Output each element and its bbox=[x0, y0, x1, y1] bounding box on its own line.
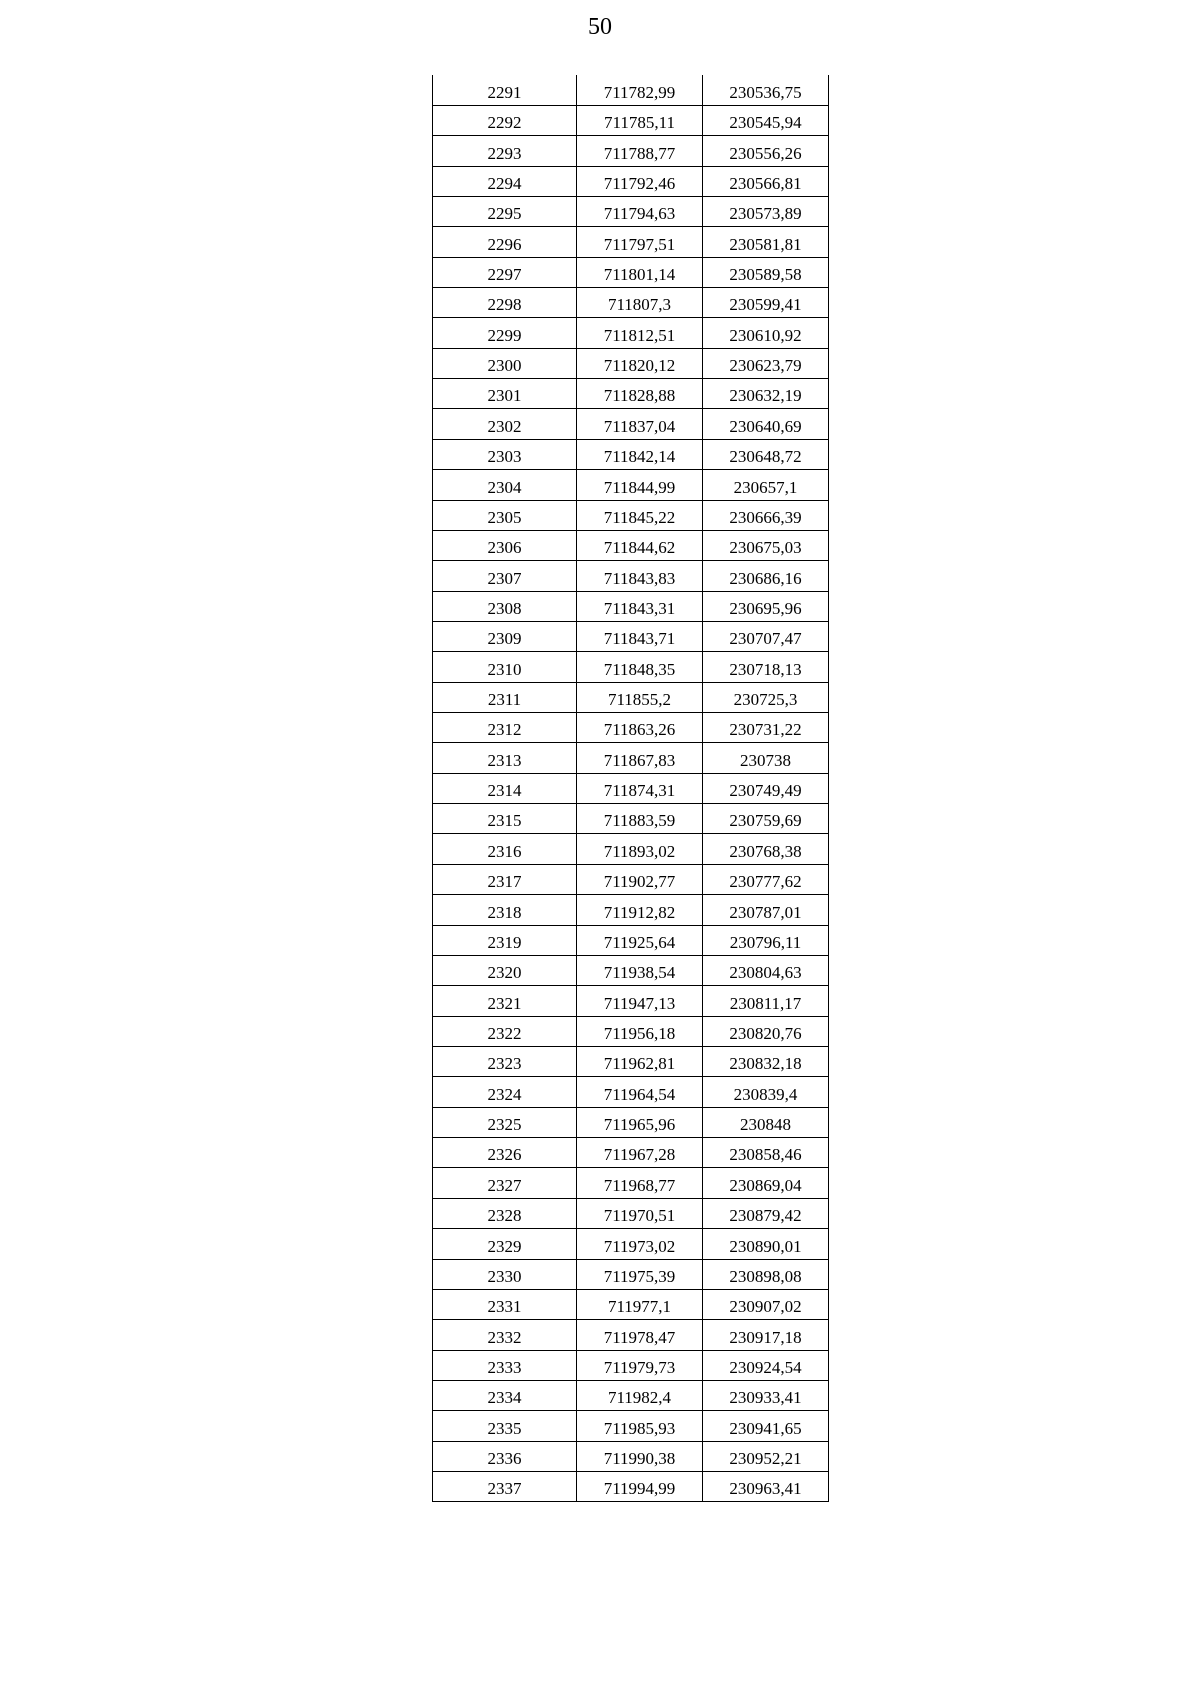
point-number-cell: 2303 bbox=[433, 439, 577, 469]
table-row bbox=[433, 166, 829, 196]
table-row bbox=[433, 439, 829, 469]
table-row bbox=[433, 1320, 829, 1350]
y-coordinate-cell: 230879,42 bbox=[703, 1198, 829, 1228]
table-row bbox=[433, 925, 829, 955]
y-coordinate-cell: 230610,92 bbox=[703, 318, 829, 348]
y-coordinate-cell: 230963,41 bbox=[703, 1472, 829, 1502]
y-coordinate-cell: 230686,16 bbox=[703, 561, 829, 591]
x-coordinate-cell: 711994,99 bbox=[577, 1472, 703, 1502]
table-row bbox=[433, 1380, 829, 1410]
x-coordinate-cell: 711968,77 bbox=[577, 1168, 703, 1198]
table-row bbox=[433, 136, 829, 166]
y-coordinate-cell: 230820,76 bbox=[703, 1016, 829, 1046]
table-body bbox=[433, 75, 829, 1502]
y-coordinate-cell: 230581,81 bbox=[703, 227, 829, 257]
point-number-cell: 2329 bbox=[433, 1229, 577, 1259]
point-number-cell: 2325 bbox=[433, 1107, 577, 1137]
table-row bbox=[433, 196, 829, 226]
x-coordinate-cell: 711893,02 bbox=[577, 834, 703, 864]
y-coordinate-cell: 230536,75 bbox=[703, 75, 829, 105]
x-coordinate-cell: 711788,77 bbox=[577, 136, 703, 166]
point-number-cell: 2292 bbox=[433, 105, 577, 135]
point-number-cell: 2299 bbox=[433, 318, 577, 348]
point-number-cell: 2301 bbox=[433, 379, 577, 409]
x-coordinate-cell: 711990,38 bbox=[577, 1441, 703, 1471]
x-coordinate-cell: 711782,99 bbox=[577, 75, 703, 105]
table-row bbox=[433, 1198, 829, 1228]
x-coordinate-cell: 711785,11 bbox=[577, 105, 703, 135]
x-coordinate-cell: 711883,59 bbox=[577, 804, 703, 834]
point-number-cell: 2333 bbox=[433, 1350, 577, 1380]
table-row bbox=[433, 864, 829, 894]
x-coordinate-cell: 711844,62 bbox=[577, 530, 703, 560]
y-coordinate-cell: 230718,13 bbox=[703, 652, 829, 682]
table-row bbox=[433, 1411, 829, 1441]
table-row bbox=[433, 1107, 829, 1137]
y-coordinate-cell: 230858,46 bbox=[703, 1138, 829, 1168]
x-coordinate-cell: 711979,73 bbox=[577, 1350, 703, 1380]
point-number-cell: 2312 bbox=[433, 713, 577, 743]
x-coordinate-cell: 711962,81 bbox=[577, 1047, 703, 1077]
point-number-cell: 2309 bbox=[433, 621, 577, 651]
table-row bbox=[433, 1472, 829, 1502]
y-coordinate-cell: 230566,81 bbox=[703, 166, 829, 196]
table-row bbox=[433, 288, 829, 318]
point-number-cell: 2293 bbox=[433, 136, 577, 166]
point-number-cell: 2326 bbox=[433, 1138, 577, 1168]
point-number-cell: 2310 bbox=[433, 652, 577, 682]
x-coordinate-cell: 711820,12 bbox=[577, 348, 703, 378]
coordinates-table bbox=[432, 75, 829, 1502]
point-number-cell: 2313 bbox=[433, 743, 577, 773]
y-coordinate-cell: 230804,63 bbox=[703, 955, 829, 985]
point-number-cell: 2324 bbox=[433, 1077, 577, 1107]
table-row bbox=[433, 1047, 829, 1077]
y-coordinate-cell: 230907,02 bbox=[703, 1289, 829, 1319]
x-coordinate-cell: 711844,99 bbox=[577, 470, 703, 500]
x-coordinate-cell: 711978,47 bbox=[577, 1320, 703, 1350]
table-row bbox=[433, 1168, 829, 1198]
x-coordinate-cell: 711977,1 bbox=[577, 1289, 703, 1319]
y-coordinate-cell: 230556,26 bbox=[703, 136, 829, 166]
point-number-cell: 2319 bbox=[433, 925, 577, 955]
x-coordinate-cell: 711973,02 bbox=[577, 1229, 703, 1259]
point-number-cell: 2331 bbox=[433, 1289, 577, 1319]
y-coordinate-cell: 230573,89 bbox=[703, 196, 829, 226]
point-number-cell: 2308 bbox=[433, 591, 577, 621]
x-coordinate-cell: 711855,2 bbox=[577, 682, 703, 712]
x-coordinate-cell: 711837,04 bbox=[577, 409, 703, 439]
y-coordinate-cell: 230787,01 bbox=[703, 895, 829, 925]
table-row bbox=[433, 561, 829, 591]
point-number-cell: 2322 bbox=[433, 1016, 577, 1046]
table-row bbox=[433, 1016, 829, 1046]
x-coordinate-cell: 711970,51 bbox=[577, 1198, 703, 1228]
y-coordinate-cell: 230657,1 bbox=[703, 470, 829, 500]
y-coordinate-cell: 230777,62 bbox=[703, 864, 829, 894]
point-number-cell: 2323 bbox=[433, 1047, 577, 1077]
table-row bbox=[433, 257, 829, 287]
x-coordinate-cell: 711842,14 bbox=[577, 439, 703, 469]
x-coordinate-cell: 711848,35 bbox=[577, 652, 703, 682]
table-row bbox=[433, 652, 829, 682]
table-row bbox=[433, 743, 829, 773]
y-coordinate-cell: 230796,11 bbox=[703, 925, 829, 955]
x-coordinate-cell: 711964,54 bbox=[577, 1077, 703, 1107]
y-coordinate-cell: 230811,17 bbox=[703, 986, 829, 1016]
x-coordinate-cell: 711938,54 bbox=[577, 955, 703, 985]
table-row bbox=[433, 621, 829, 651]
point-number-cell: 2307 bbox=[433, 561, 577, 591]
x-coordinate-cell: 711828,88 bbox=[577, 379, 703, 409]
y-coordinate-cell: 230632,19 bbox=[703, 379, 829, 409]
x-coordinate-cell: 711843,31 bbox=[577, 591, 703, 621]
y-coordinate-cell: 230599,41 bbox=[703, 288, 829, 318]
point-number-cell: 2321 bbox=[433, 986, 577, 1016]
y-coordinate-cell: 230890,01 bbox=[703, 1229, 829, 1259]
point-number-cell: 2335 bbox=[433, 1411, 577, 1441]
x-coordinate-cell: 711792,46 bbox=[577, 166, 703, 196]
y-coordinate-cell: 230589,58 bbox=[703, 257, 829, 287]
point-number-cell: 2330 bbox=[433, 1259, 577, 1289]
y-coordinate-cell: 230941,65 bbox=[703, 1411, 829, 1441]
point-number-cell: 2300 bbox=[433, 348, 577, 378]
table-row bbox=[433, 1138, 829, 1168]
point-number-cell: 2297 bbox=[433, 257, 577, 287]
point-number-cell: 2328 bbox=[433, 1198, 577, 1228]
y-coordinate-cell: 230839,4 bbox=[703, 1077, 829, 1107]
table-row bbox=[433, 895, 829, 925]
table-row bbox=[433, 318, 829, 348]
y-coordinate-cell: 230898,08 bbox=[703, 1259, 829, 1289]
x-coordinate-cell: 711874,31 bbox=[577, 773, 703, 803]
y-coordinate-cell: 230768,38 bbox=[703, 834, 829, 864]
x-coordinate-cell: 711843,83 bbox=[577, 561, 703, 591]
point-number-cell: 2306 bbox=[433, 530, 577, 560]
point-number-cell: 2305 bbox=[433, 500, 577, 530]
table-row bbox=[433, 955, 829, 985]
y-coordinate-cell: 230648,72 bbox=[703, 439, 829, 469]
point-number-cell: 2334 bbox=[433, 1380, 577, 1410]
x-coordinate-cell: 711863,26 bbox=[577, 713, 703, 743]
x-coordinate-cell: 711812,51 bbox=[577, 318, 703, 348]
table-row bbox=[433, 470, 829, 500]
y-coordinate-cell: 230675,03 bbox=[703, 530, 829, 560]
y-coordinate-cell: 230640,69 bbox=[703, 409, 829, 439]
point-number-cell: 2320 bbox=[433, 955, 577, 985]
y-coordinate-cell: 230623,79 bbox=[703, 348, 829, 378]
y-coordinate-cell: 230924,54 bbox=[703, 1350, 829, 1380]
table-row bbox=[433, 1229, 829, 1259]
y-coordinate-cell: 230759,69 bbox=[703, 804, 829, 834]
point-number-cell: 2294 bbox=[433, 166, 577, 196]
table-row bbox=[433, 530, 829, 560]
point-number-cell: 2332 bbox=[433, 1320, 577, 1350]
table-row bbox=[433, 834, 829, 864]
table-row bbox=[433, 500, 829, 530]
table-row bbox=[433, 379, 829, 409]
y-coordinate-cell: 230869,04 bbox=[703, 1168, 829, 1198]
table-row bbox=[433, 75, 829, 105]
point-number-cell: 2315 bbox=[433, 804, 577, 834]
x-coordinate-cell: 711947,13 bbox=[577, 986, 703, 1016]
x-coordinate-cell: 711982,4 bbox=[577, 1380, 703, 1410]
point-number-cell: 2316 bbox=[433, 834, 577, 864]
x-coordinate-cell: 711967,28 bbox=[577, 1138, 703, 1168]
y-coordinate-cell: 230725,3 bbox=[703, 682, 829, 712]
x-coordinate-cell: 711985,93 bbox=[577, 1411, 703, 1441]
point-number-cell: 2295 bbox=[433, 196, 577, 226]
point-number-cell: 2337 bbox=[433, 1472, 577, 1502]
y-coordinate-cell: 230695,96 bbox=[703, 591, 829, 621]
y-coordinate-cell: 230545,94 bbox=[703, 105, 829, 135]
x-coordinate-cell: 711956,18 bbox=[577, 1016, 703, 1046]
y-coordinate-cell: 230738 bbox=[703, 743, 829, 773]
point-number-cell: 2304 bbox=[433, 470, 577, 500]
x-coordinate-cell: 711965,96 bbox=[577, 1107, 703, 1137]
y-coordinate-cell: 230952,21 bbox=[703, 1441, 829, 1471]
point-number-cell: 2298 bbox=[433, 288, 577, 318]
y-coordinate-cell: 230666,39 bbox=[703, 500, 829, 530]
table-row bbox=[433, 1441, 829, 1471]
point-number-cell: 2291 bbox=[433, 75, 577, 105]
table-row bbox=[433, 1259, 829, 1289]
y-coordinate-cell: 230707,47 bbox=[703, 621, 829, 651]
point-number-cell: 2318 bbox=[433, 895, 577, 925]
page-number: 50 bbox=[588, 14, 612, 40]
table-row bbox=[433, 986, 829, 1016]
y-coordinate-cell: 230933,41 bbox=[703, 1380, 829, 1410]
x-coordinate-cell: 711794,63 bbox=[577, 196, 703, 226]
table-row bbox=[433, 591, 829, 621]
table-row bbox=[433, 409, 829, 439]
x-coordinate-cell: 711843,71 bbox=[577, 621, 703, 651]
point-number-cell: 2327 bbox=[433, 1168, 577, 1198]
point-number-cell: 2296 bbox=[433, 227, 577, 257]
table-row bbox=[433, 348, 829, 378]
point-number-cell: 2314 bbox=[433, 773, 577, 803]
point-number-cell: 2311 bbox=[433, 682, 577, 712]
point-number-cell: 2336 bbox=[433, 1441, 577, 1471]
y-coordinate-cell: 230848 bbox=[703, 1107, 829, 1137]
point-number-cell: 2317 bbox=[433, 864, 577, 894]
x-coordinate-cell: 711807,3 bbox=[577, 288, 703, 318]
table-row bbox=[433, 227, 829, 257]
table-row bbox=[433, 804, 829, 834]
x-coordinate-cell: 711845,22 bbox=[577, 500, 703, 530]
y-coordinate-cell: 230731,22 bbox=[703, 713, 829, 743]
y-coordinate-cell: 230832,18 bbox=[703, 1047, 829, 1077]
table-row bbox=[433, 105, 829, 135]
table-row bbox=[433, 1077, 829, 1107]
x-coordinate-cell: 711902,77 bbox=[577, 864, 703, 894]
x-coordinate-cell: 711925,64 bbox=[577, 925, 703, 955]
x-coordinate-cell: 711801,14 bbox=[577, 257, 703, 287]
table-row bbox=[433, 1289, 829, 1319]
table-row bbox=[433, 713, 829, 743]
y-coordinate-cell: 230749,49 bbox=[703, 773, 829, 803]
table-row bbox=[433, 682, 829, 712]
x-coordinate-cell: 711797,51 bbox=[577, 227, 703, 257]
y-coordinate-cell: 230917,18 bbox=[703, 1320, 829, 1350]
point-number-cell: 2302 bbox=[433, 409, 577, 439]
x-coordinate-cell: 711912,82 bbox=[577, 895, 703, 925]
table-row bbox=[433, 773, 829, 803]
x-coordinate-cell: 711975,39 bbox=[577, 1259, 703, 1289]
table-row bbox=[433, 1350, 829, 1380]
x-coordinate-cell: 711867,83 bbox=[577, 743, 703, 773]
